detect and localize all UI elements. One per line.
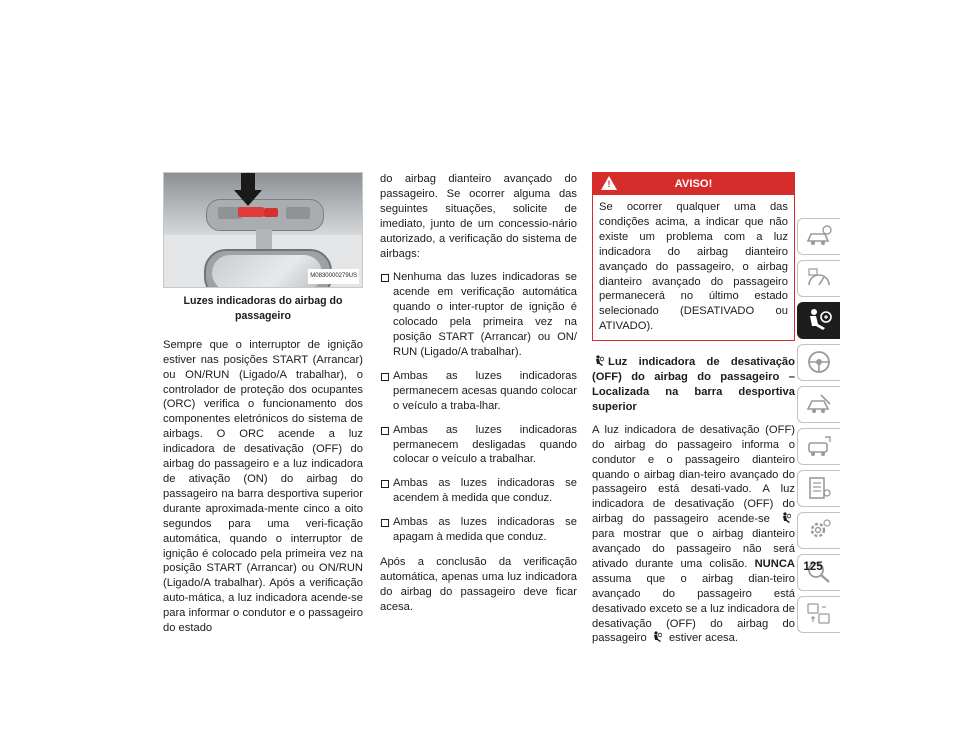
figure-caption: Luzes indicadoras do airbag do passageiro (183, 295, 343, 322)
language-icon (805, 601, 833, 627)
figure-code: M0830000279US (308, 269, 359, 284)
right-column (592, 172, 795, 655)
tab-car-info[interactable] (797, 218, 840, 255)
middle-column (380, 172, 577, 624)
body-paragraph-closing: Após a conclusão da verificação automática, apenas uma luz indicadora do airbag do passageiro deve ficar acesa. (380, 555, 577, 613)
steering-wheel-icon (805, 349, 833, 375)
tab-starting[interactable] (797, 386, 840, 423)
list-item: Ambas as luzes indicadoras permanecem desligadas quando colocar o veículo a trabalhar. (380, 423, 577, 468)
tab-maintenance[interactable] (797, 470, 840, 507)
car-info-icon (805, 223, 833, 249)
tab-safety[interactable] (797, 302, 840, 339)
warning-box (592, 172, 795, 341)
warning-title: AVISO! (674, 178, 713, 190)
warning-text: Se ocorrer qualquer uma das condições acima, a indicar que não existe um problema com a luz indicadora do airbag dianteiro avançado do passageiro, o airbag dianteiro avançado do passageiro permanecerá no último estado selecionado (DESATIVADO ou ATIVADO). (599, 201, 788, 333)
emergency-car-icon (805, 433, 833, 459)
section-heading: Luz indicadora de desativação (OFF) do airbag do passageiro – Localizada na barra desportiva superior (592, 356, 795, 413)
body-paragraph: Sempre que o interruptor de ignição estiver nas posições START (Arrancar) ou ON/RUN (Ligado/A trabalhar), o controlador de proteção dos ocupantes (ORC) verifica o funcionamento dos componentes eletrónicos do sistema de airbags. O ORC acende a luz indicadora de desativação (OFF) do airbag do passageiro e a luz indicadora de ativação (ON) do airbag do passageiro na barra desportiva superior durante aproximada-mente cinco a oito segundos para uma veri-ficação automática, quando o interruptor de ignição é colocado pela primeira vez na posição START (Arrancar) ou ON/RUN (Ligado/A trabalhar). Após a verificação auto-mática, a luz indicadora acende-se para informar o condutor e o passageiro do estado (163, 338, 363, 635)
service-gear-icon (805, 517, 833, 543)
chapter-tabs (797, 218, 843, 638)
tab-languages[interactable] (797, 596, 840, 633)
page-number: 125 (803, 560, 823, 573)
list-item: Ambas as luzes indicadoras se acendem à medida que conduz. (380, 476, 577, 506)
list-item: Ambas as luzes indicadoras se apagam à medida que conduz. (380, 515, 577, 545)
passenger-airbag-on-indicator (264, 208, 278, 217)
airbag-off-icon (781, 512, 791, 524)
list-item: Nenhuma das luzes indicadoras se acende em verificação automática quando o inter-ruptor de ignição é colocado pela primeira vez na posição START (Arrancar) ou ON/ RUN (Ligado/A trabalhar). (380, 270, 577, 359)
airbag-off-icon (652, 631, 662, 643)
emphasis-never: NUNCA (754, 557, 795, 570)
dashboard-warning-icon (805, 265, 833, 291)
tab-dashboard[interactable] (797, 260, 840, 297)
starting-driving-icon (805, 391, 833, 417)
body-paragraph: A luz indicadora de desativação (OFF) do airbag do passageiro informa o condutor e o passageiro dianteiro quando o airbag dian-teiro avançado do passageiro está desati-vado. A luz indicadora de desativação (OFF) do airbag do passageiro acende-se para mostrar que o airbag dianteiro avançado do passageiro não será ativado durante uma colisão. NUNCA assuma que o airbag dian-teiro avançado do passageiro está desativado exceto se a luz indicadora de desativação (OFF) do airbag do passageiro estiver acesa. (592, 423, 795, 645)
left-column (163, 172, 363, 645)
airbag-off-icon (594, 355, 604, 367)
airbag-safety-icon (805, 307, 833, 333)
condition-list (380, 270, 577, 545)
tab-driving[interactable] (797, 344, 840, 381)
passenger-airbag-off-indicator (238, 207, 264, 217)
body-paragraph-intro: do airbag dianteiro avançado do passageiro. Se ocorrer alguma das seguintes situações, solicite de imediato, junto de um concessio-nário autorizado, a verificação do sistema de airbags: (380, 173, 577, 260)
pointer-arrow-icon (241, 173, 255, 191)
list-item: Ambas as luzes indicadoras permanecem acesas quando colocar o veículo a traba-lhar. (380, 369, 577, 414)
tab-service[interactable] (797, 512, 840, 549)
airbag-indicator-photo (163, 172, 363, 288)
tab-emergency[interactable] (797, 428, 840, 465)
warning-header: ! AVISO! (593, 173, 794, 195)
maintenance-list-icon (805, 475, 833, 501)
